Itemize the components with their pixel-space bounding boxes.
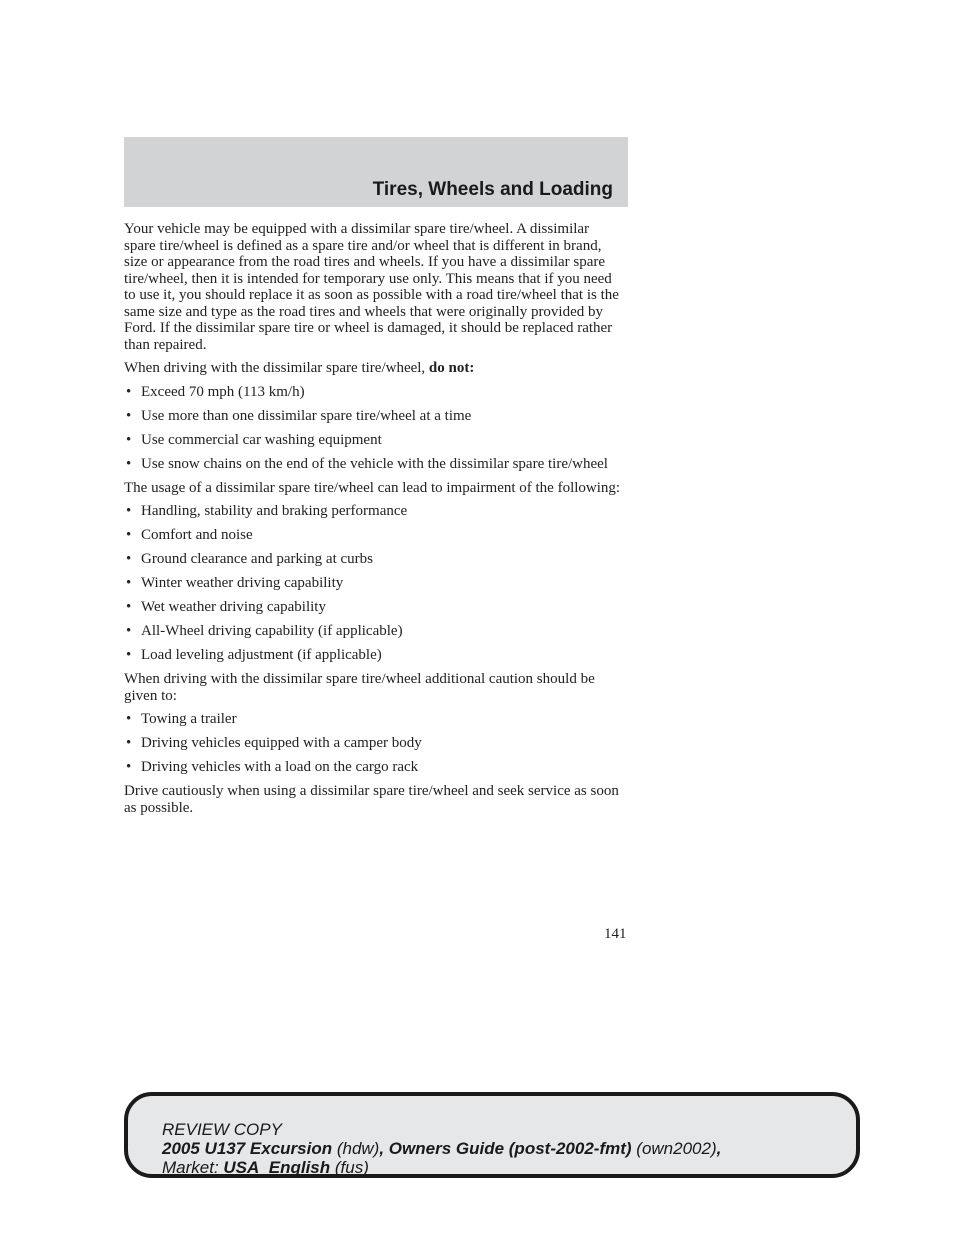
list-item: • Comfort and noise <box>124 527 624 544</box>
list-item: • Wet weather driving capability <box>124 599 624 616</box>
do-not-lead <box>124 360 624 377</box>
footer-market-code: (fus) <box>330 1158 369 1177</box>
caution-list <box>124 711 624 776</box>
list-item: • All-Wheel driving capability (if applicable) <box>124 623 624 640</box>
impairment-list <box>124 503 624 664</box>
list-item: • Use snow chains on the end of the vehicle with the dissimilar spare tire/wheel <box>124 456 624 473</box>
footer-model: 2005 U137 Excursion <box>162 1139 333 1158</box>
do-not-emphasis: do not: <box>428 360 475 376</box>
list-item: • Use more than one dissimilar spare tire/wheel at a time <box>124 408 624 425</box>
do-not-list <box>124 384 624 473</box>
footer-text <box>162 1120 721 1177</box>
footer-market-label: Market: <box>162 1158 224 1177</box>
section-header-band <box>124 137 628 207</box>
page-content <box>124 221 624 823</box>
impairment-lead: The usage of a dissimilar spare tire/wheel can lead to impairment of the following: <box>124 479 621 496</box>
list-item: • Winter weather driving capability <box>124 575 624 592</box>
section-title: Tires, Wheels and Loading <box>372 179 613 200</box>
list-item: • Driving vehicles equipped with a camper body <box>124 735 624 752</box>
footer-market: USA_English <box>223 1158 331 1177</box>
review-copy-footer <box>124 1092 860 1178</box>
list-item: • Ground clearance and parking at curbs <box>124 551 624 568</box>
footer-model-code: (hdw) <box>332 1139 380 1158</box>
footer-separator: , <box>716 1139 722 1158</box>
list-item: • Towing a trailer <box>124 711 624 728</box>
closing-paragraph: Drive cautiously when using a dissimilar spare tire/wheel and seek service as soon as possible. <box>124 783 619 816</box>
list-item: • Load leveling adjustment (if applicable) <box>124 647 624 664</box>
footer-separator: , <box>379 1139 389 1158</box>
caution-lead: When driving with the dissimilar spare tire/wheel additional caution should be given to: <box>124 671 595 704</box>
footer-guide-code: (own2002) <box>631 1139 717 1158</box>
page-number: 141 <box>604 926 627 942</box>
list-item: • Handling, stability and braking performance <box>124 503 624 520</box>
list-item: • Driving vehicles with a load on the cargo rack <box>124 759 624 776</box>
do-not-lead-text: When driving with the dissimilar spare tire/wheel, <box>124 360 429 376</box>
review-copy-label: REVIEW COPY <box>162 1120 282 1139</box>
list-item: • Use commercial car washing equipment <box>124 432 624 449</box>
footer-guide: Owners Guide (post-2002-fmt) <box>388 1139 632 1158</box>
intro-paragraph: Your vehicle may be equipped with a dissimilar spare tire/wheel. A dissimilar spare tire/wheel is defined as a spare tire and/or wheel that is different in brand, size or appearance from the road tires and wheels. If you have a dissimilar spare tire/wheel, then it is intended for temporary use only. This means that if you need to use it, you should replace it as soon as possible with a road tire/wheel that is the same size and type as the road tires and wheels that were originally provided by Ford. If the dissimilar spare tire or wheel is damaged, it should be replaced rather than repaired. <box>124 221 619 353</box>
footer-model-line <box>162 1139 721 1158</box>
list-item: • Exceed 70 mph (113 km/h) <box>124 384 624 401</box>
footer-market-line <box>162 1158 721 1177</box>
